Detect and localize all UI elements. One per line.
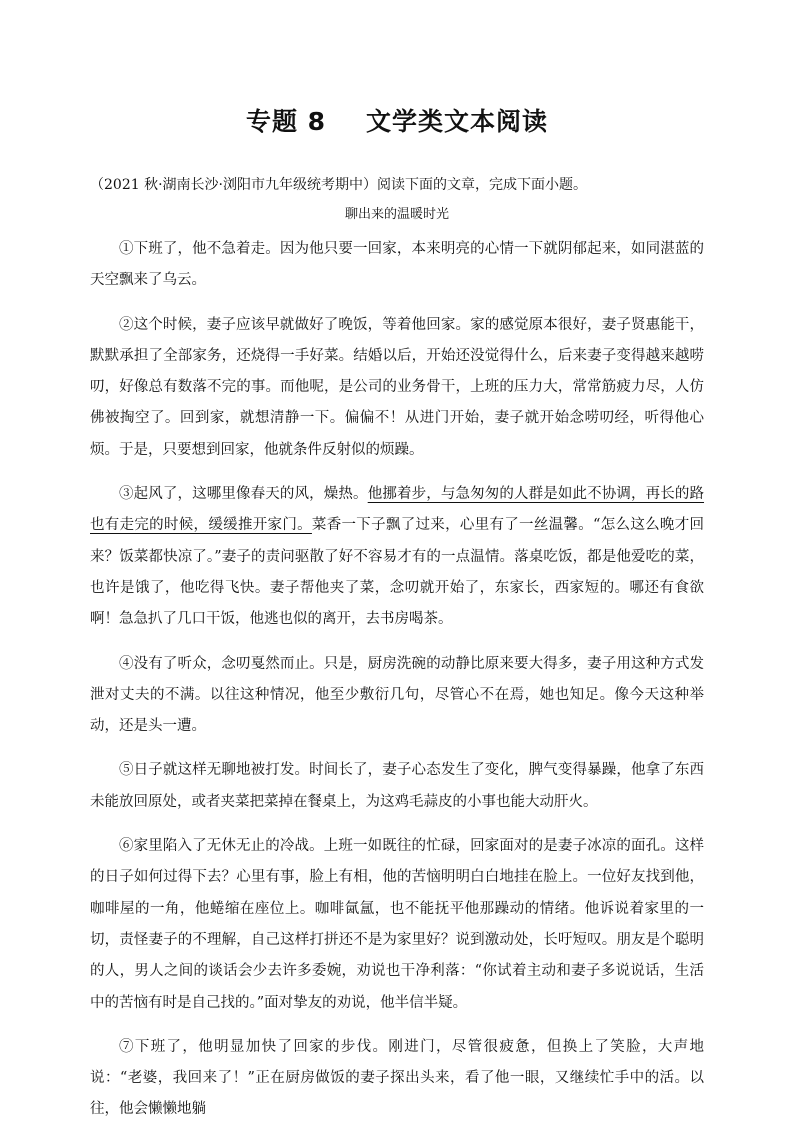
paragraph-4: ④没有了听众，念叨戛然而止。只是，厨房洗碗的动静比原来要大得多，妻子用这种方式发泄对丈夫的不满。以往这种情况，他至少敷衍几句，尽管心不在焉，她也知足。像今天这种举动，还是头一遭。	[90, 655, 704, 735]
paragraph-2: ②这个时候，妻子应该早就做好了晚饭，等着他回家。家的感觉原本很好，妻子贤惠能干，默默承担了全部家务，还烧得一手好菜。结婚以后，开始还没觉得什么，后来妻子变得越来越唠叨，好像总有数落不完的事。而他呢，是公司的业务骨干，上班的压力大，常常筋疲力尽，人仿佛被掏空了。回到家，就想清静一下。偏偏不！从进门开始，妻子就开始念唠叨经，听得他心烦。于是，只要想到回家，他就条件反射似的烦躁。	[90, 316, 704, 458]
paragraph-3	[90, 479, 704, 635]
paragraph-3-tail: 菜香一下子飘了过来，心里有了一丝温馨。“怎么这么晚才回来？饭菜都快凉了。”妻子的责问驱散了好不容易才有的一点温情。落桌吃饭，都是他爱吃的菜，也许是饿了，他吃得飞快。妻子帮他夹了菜，念叨就开始了，东家长，西家短的。哪还有食欲啊！急急扒了几口干饭，他逃也似的离开，去书房喝茶。	[90, 517, 704, 628]
paragraph-6: ⑥家里陷入了无休无止的冷战。上班一如既往的忙碌，回家面对的是妻子冰凉的面孔。这样的日子如何过得下去？心里有事，脸上有相，他的苦恼明明白白地挂在脸上。一位好友找到他，咖啡屋的一角，他蜷缩在座位上。咖啡氤氲，也不能抚平他那躁动的情绪。他诉说着家里的一切，责怪妻子的不理解，自己这样打拼还不是为家里好？说到激动处，长吁短叹。朋友是个聪明的人，男人之间的谈话会少去许多委婉，劝说也干净利落：“你试着主动和妻子多说说话，生活中的苦恼有时是自己找的。”面对挚友的劝说，他半信半疑。	[90, 838, 704, 1011]
topic-name: 文学类文本阅读	[366, 107, 549, 136]
underlined-sentence: 他挪着步，与急匆匆的人群是如此不协调，再长的路也有走完的时候，缓缓推开家门。	[90, 486, 705, 534]
article-title: 聊出来的温暖时光	[344, 207, 449, 222]
paragraph-5: ⑤日子就这样无聊地被打发。时间长了，妻子心态发生了变化，脾气变得暴躁，他拿了东西未能放回原处，或者夹菜把菜掉在餐桌上，为这鸡毛蒜皮的小事也能大动肝火。	[90, 762, 704, 810]
source-line: （2021 秋·湖南长沙·浏阳市九年级统考期中）阅读下面的文章，完成下面小题。	[90, 177, 587, 193]
topic-number: 专题 8	[245, 107, 327, 136]
paragraph-3-lead: ③起风了，这哪里像春天的风，燥热。	[119, 486, 368, 503]
paragraph-7: ⑦下班了，他明显加快了回家的步伐。刚进门，尽管很疲惫，但换上了笑脸，大声地说：“老婆，我回来了！”正在厨房做饭的妻子探出头来，看了他一眼，又继续忙手中的活。以往，他会懒懒地躺	[90, 1038, 704, 1118]
article-body	[90, 234, 704, 1126]
page-title	[0, 102, 794, 138]
paragraph-1: ①下班了，他不急着走。因为他只要一回家，本来明亮的心情一下就阴郁起来，如同湛蓝的天空飘来了乌云。	[90, 241, 704, 289]
